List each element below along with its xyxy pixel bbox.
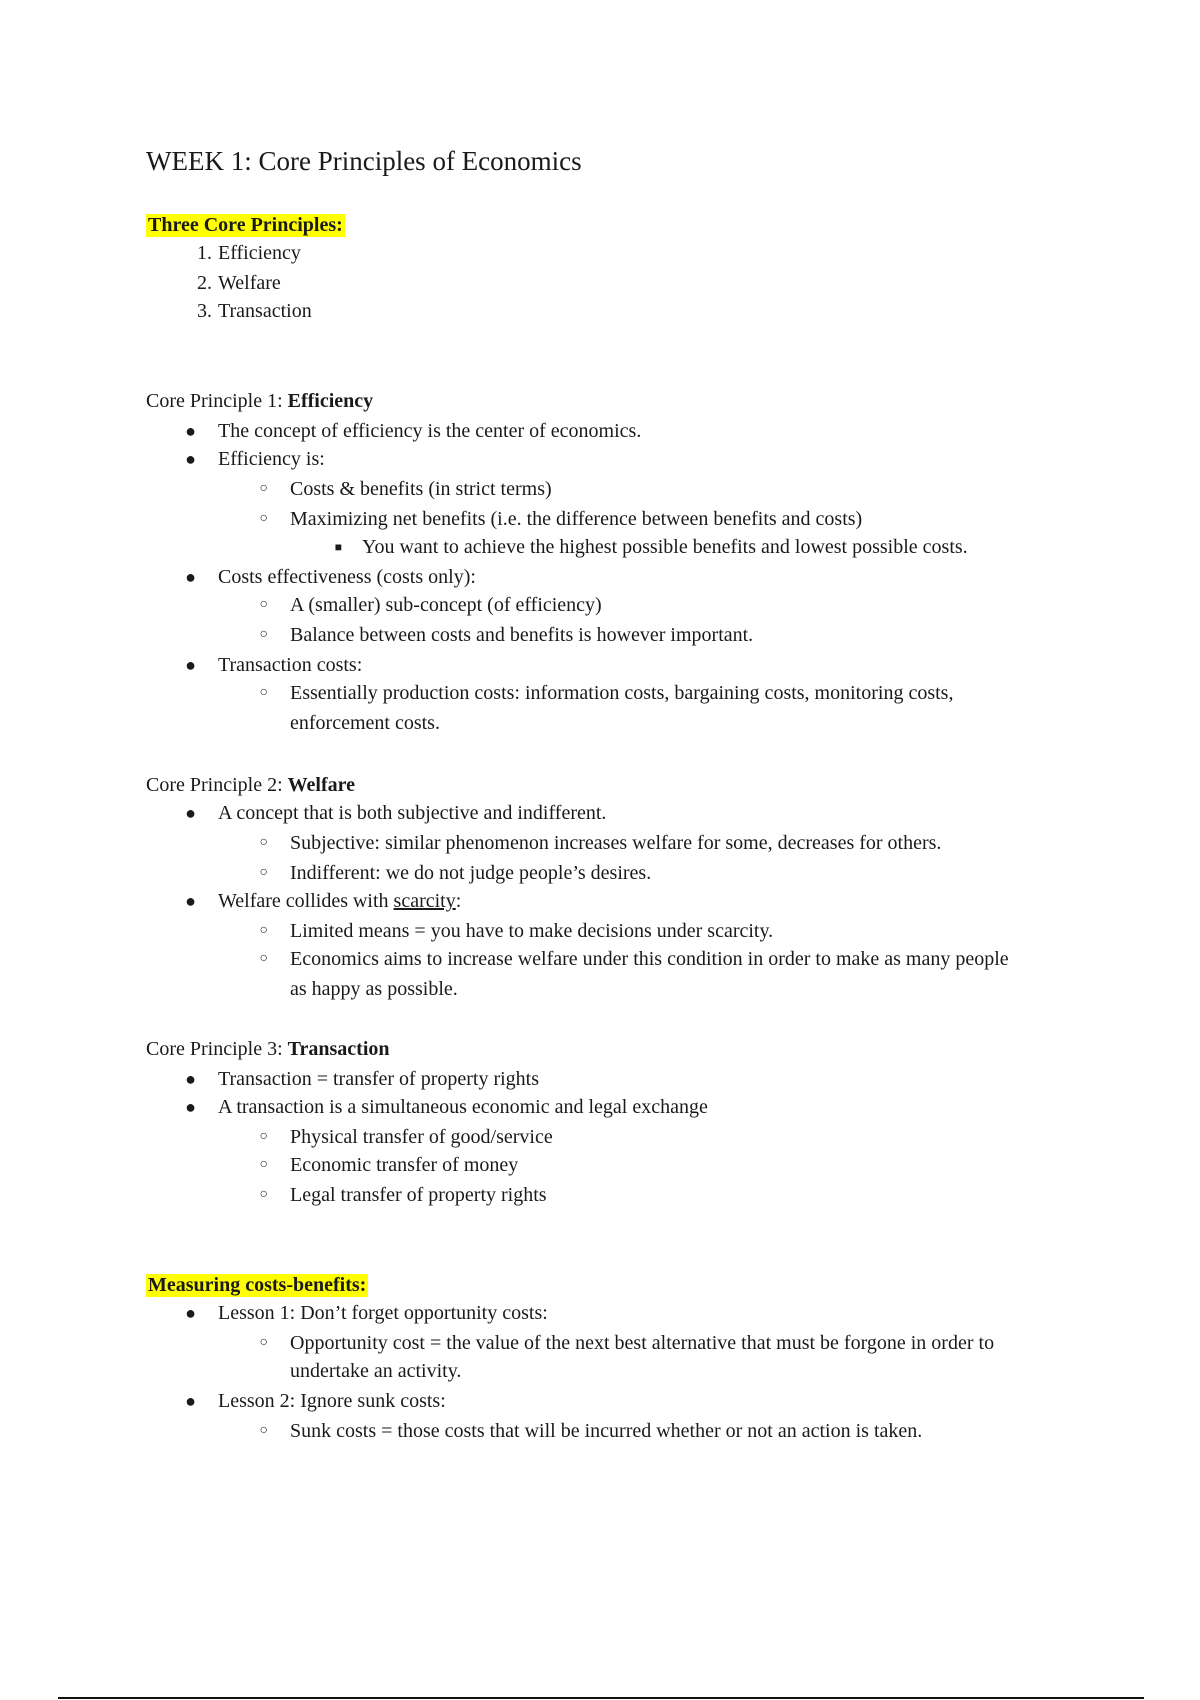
bullet-disc: ● — [185, 449, 196, 469]
list-item: Costs & benefits (in strict terms) — [290, 478, 552, 500]
list-item: Opportunity cost = the value of the next best alternative that must be forgone in order to — [290, 1332, 995, 1354]
list-item: Lesson 1: Don’t forget opportunity costs: — [218, 1302, 548, 1324]
bullet-circle: ○ — [259, 511, 268, 526]
list-item: Maximizing net benefits (i.e. the difference between benefits and costs) — [290, 508, 863, 530]
list-item: You want to achieve the highest possible benefits and lowest possible costs. — [362, 536, 968, 558]
list-item: Costs effectiveness (costs only): — [218, 566, 476, 588]
list-item: Transaction = transfer of property rights — [218, 1068, 540, 1090]
page-title: WEEK 1: Core Principles of Economics — [146, 146, 582, 176]
list-item: A transaction is a simultaneous economic and legal exchange — [218, 1096, 708, 1118]
bullet-disc: ● — [185, 567, 196, 587]
bullet-circle: ○ — [259, 1129, 268, 1144]
list-item: Lesson 2: Ignore sunk costs: — [218, 1390, 446, 1412]
bullet-circle: ○ — [259, 923, 268, 938]
principle-item: Transaction — [218, 300, 312, 322]
colon-text: : — [455, 890, 462, 912]
cp2-name: Welfare — [287, 774, 356, 796]
cp3-name: Transaction — [287, 1038, 390, 1060]
list-item-continuation: as happy as possible. — [290, 978, 458, 1000]
cp1-prefix: Core Principle 1: — [146, 390, 288, 412]
list-item: Legal transfer of property rights — [290, 1184, 547, 1206]
measuring-heading — [146, 1272, 368, 1298]
cp1-heading — [146, 388, 373, 414]
bullet-circle: ○ — [259, 835, 268, 850]
list-item-continuation: undertake an activity. — [290, 1360, 462, 1382]
principle-item: Efficiency — [218, 242, 301, 264]
principles-heading — [146, 212, 345, 238]
bullet-disc: ● — [185, 655, 196, 675]
bullet-disc: ● — [185, 421, 196, 441]
list-number: 2. — [197, 272, 212, 294]
bullet-disc: ● — [185, 1097, 196, 1117]
cp3-prefix: Core Principle 3: — [146, 1038, 288, 1060]
bullet-circle: ○ — [259, 865, 268, 880]
bullet-circle: ○ — [259, 1157, 268, 1172]
bullet-disc: ● — [185, 1303, 196, 1323]
list-item: Economic transfer of money — [290, 1154, 519, 1176]
cp2-heading — [146, 772, 355, 798]
list-item — [218, 888, 461, 914]
bullet-circle: ○ — [259, 1423, 268, 1438]
cp1-name: Efficiency — [287, 390, 374, 412]
cp2-prefix: Core Principle 2: — [146, 774, 288, 796]
bullet-circle: ○ — [259, 1335, 268, 1350]
bullet-circle: ○ — [259, 685, 268, 700]
page-bottom-rule — [58, 1697, 1144, 1699]
bullet-circle: ○ — [259, 951, 268, 966]
list-item: Limited means = you have to make decisions under scarcity. — [290, 920, 774, 942]
principles-heading-text: Three Core Principles: — [148, 214, 343, 236]
bullet-circle: ○ — [259, 481, 268, 496]
bullet-circle: ○ — [259, 597, 268, 612]
list-item: Subjective: similar phenomenon increases welfare for some, decreases for others. — [290, 832, 942, 854]
bullet-disc: ● — [185, 1391, 196, 1411]
measuring-heading-text: Measuring costs-benefits: — [148, 1274, 367, 1296]
list-item: Physical transfer of good/service — [290, 1126, 553, 1148]
list-number: 3. — [197, 300, 212, 322]
list-item: Economics aims to increase welfare under this condition in order to make as many people — [290, 948, 1009, 970]
cp3-heading — [146, 1036, 390, 1062]
list-item: A concept that is both subjective and indifferent. — [218, 802, 607, 824]
bullet-circle: ○ — [259, 627, 268, 642]
principle-item: Welfare — [218, 272, 281, 294]
list-item: Sunk costs = those costs that will be incurred whether or not an action is taken. — [290, 1420, 923, 1442]
list-number: 1. — [197, 242, 212, 264]
welfare-collides-text: Welfare collides with — [218, 890, 394, 912]
list-item: A (smaller) sub-concept (of efficiency) — [290, 594, 602, 616]
list-item: Transaction costs: — [218, 654, 363, 676]
bullet-disc: ● — [185, 891, 196, 911]
list-item: The concept of efficiency is the center of economics. — [218, 420, 642, 442]
list-item-continuation: enforcement costs. — [290, 712, 440, 734]
list-item: Essentially production costs: information costs, bargaining costs, monitoring costs, — [290, 682, 954, 704]
list-item: Balance between costs and benefits is however important. — [290, 624, 754, 646]
scarcity-underlined: scarcity — [393, 890, 456, 912]
list-item: Indifferent: we do not judge people’s desires. — [290, 862, 652, 884]
bullet-circle: ○ — [259, 1187, 268, 1202]
bullet-square: ■ — [334, 540, 342, 554]
bullet-disc: ● — [185, 803, 196, 823]
bullet-disc: ● — [185, 1069, 196, 1089]
list-item: Efficiency is: — [218, 448, 325, 470]
